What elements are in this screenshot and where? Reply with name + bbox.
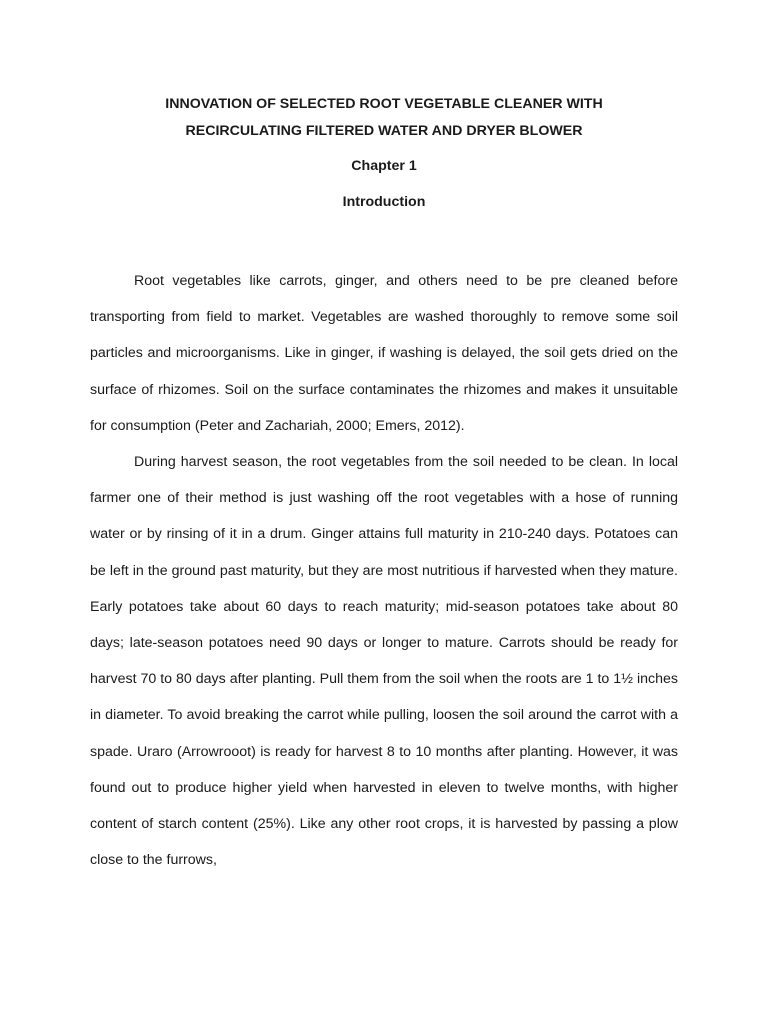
paragraph-1: Root vegetables like carrots, ginger, and others need to be pre cleaned before transporting from field to market. Vegetables are washed thoroughly to remove some soil particles and microorganisms. Like in ginger, if washing is delayed, the soil gets dried on the surface of rhizomes. Soil on the surface contaminates the rhizomes and makes it unsuitable for consumption (Peter and Zachariah, 2000; Emers, 2012). [90, 273, 678, 434]
section-heading: Introduction [342, 194, 426, 210]
document-title [90, 91, 678, 145]
body-text [90, 263, 678, 878]
document-title-line-1: INNOVATION OF SELECTED ROOT VEGETABLE CLEANER WITH [165, 96, 603, 112]
paragraph-2: During harvest season, the root vegetables from the soil needed to be clean. In local farmer one of their method is just washing off the root vegetables with a hose of running water or by rinsing of it in a drum. Ginger attains full maturity in 210-240 days. Potatoes can be left in the ground past maturity, but they are most nutritious if harvested when they mature. Early potatoes take about 60 days to reach maturity; mid-season potatoes take about 80 days; late-season potatoes need 90 days or longer to mature. Carrots should be ready for harvest 70 to 80 days after planting. Pull them from the soil when the roots are 1 to 1½ inches in diameter. To avoid breaking the carrot while pulling, loosen the soil around the carrot with a spade. Uraro (Arrowrooot) is ready for harvest 8 to 10 months after planting. However, it was found out to produce higher yield when harvested in eleven to twelve months, with higher content of starch content (25%). Like any other root crops, it is harvested by passing a plow close to the furrows, [90, 454, 678, 869]
document-title-line-2: RECIRCULATING FILTERED WATER AND DRYER BLOWER [185, 123, 583, 139]
chapter-heading: Chapter 1 [351, 158, 417, 174]
